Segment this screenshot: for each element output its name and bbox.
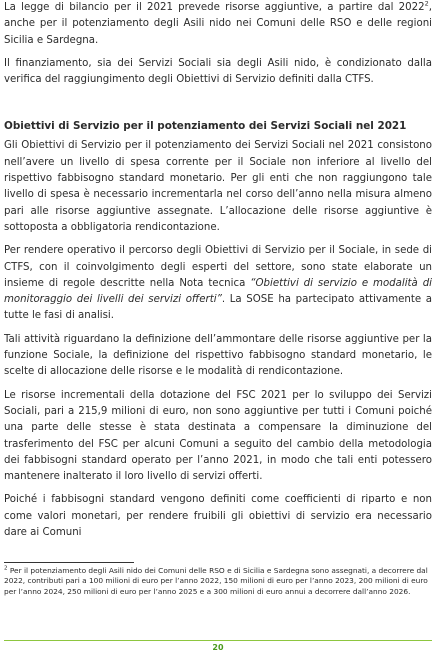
paragraph-activities: Tali attività riguardano la definizione dell’ammontare delle risorse aggiuntive per la funzione Sociale, la definizione del rispettivo fabbisogno standard monetario, le scelte di allocazione delle risorse e le modalità di rendicontazione. bbox=[4, 333, 432, 378]
section-heading: Obiettivi di Servizio per il potenziamento dei Servizi Sociali nel 2021 bbox=[4, 120, 407, 133]
technical-note-title: “Obiettivi di servizio e modalità di monitoraggio dei livelli dei servizi offerti” bbox=[4, 277, 432, 306]
paragraph-intro-tail: , anche per il potenziamento degli Asili nido nei Comuni delle RSO e delle regioni Sicilia e Sardegna. bbox=[4, 2, 432, 46]
footnote-number: 2 bbox=[4, 565, 8, 572]
page-number: 20 bbox=[212, 643, 224, 652]
paragraph-intro bbox=[4, 0, 432, 49]
footnote bbox=[4, 566, 432, 597]
paragraph-standard-needs: Poiché i fabbisogni standard vengono definiti come coefficienti di riparto e non come valori monetari, per rendere fruibili gli obiettivi di servizio era necessario dare ai Comuni bbox=[4, 494, 432, 539]
section-gap bbox=[4, 88, 432, 118]
paragraph-intro-text: La legge di bilancio per il 2021 prevede risorse aggiuntive, a partire dal 2022 bbox=[4, 2, 425, 13]
paragraph-technical-note bbox=[4, 243, 432, 324]
paragraph-financing: Il finanziamento, sia dei Servizi Sociali sia degli Asili nido, è condizionato dalla verifica del raggiungimento degli Obiettivi di Servizio definiti dalla CTFS. bbox=[4, 57, 432, 86]
footnote-reference[interactable]: 2 bbox=[424, 0, 429, 8]
footnote-text: Per il potenziamento degli Asili nido dei Comuni delle RSO e di Sicilia e Sardegna sono assegnati, a decorrere dal 2022, contributi pari a 100 milioni di euro per l’anno 2022, 150 milioni di euro per l’anno 2023, 200 milioni di euro per l’anno 2024, 250 milioni di euro per l’anno 2025 e a 300 milioni di euro annui a decorrere dall’anno 2026. bbox=[4, 566, 428, 596]
footer-divider bbox=[4, 640, 432, 641]
paragraph-technical-note-tail: . La SOSE ha partecipato attivamente a tutte le fasi di analisi. bbox=[4, 294, 432, 322]
paragraph-fsc-resources: Le risorse incrementali della dotazione del FSC 2021 per lo sviluppo dei Servizi Sociali, pari a 215,9 milioni di euro, non sono aggiuntive per tutti i Comuni poiché una parte delle stesse è stata destinata a compensare la diminuzione del trasferimento del FSC per alcuni Comuni a seguito del cambio della metodologia dei fabbisogni standard operato per l’anno 2021, in modo che tali enti potessero mantenere inalterato il loro livello di servizi offerti. bbox=[4, 389, 432, 483]
paragraph-technical-note-text: Per rendere operativo il percorso degli Obiettivi di Servizio per il Sociale, in sede di CTFS, con il coinvolgimento degli esperti del settore, sono state elaborate un insieme di regole descritte nella Nota tecnica bbox=[4, 245, 432, 289]
footnote-divider bbox=[4, 562, 134, 563]
paragraph-objectives: Gli Obiettivi di Servizio per il potenziamento dei Servizi Sociali nel 2021 consistono nell’avere un livello di spesa corrente per il Sociale non inferiore al livello del rispettivo fabbisogno standard monetario. Per gli enti che non raggiungono tale livello di spesa è necessario incrementarla nel corso dell’anno nella misura almeno pari alle risorse aggiuntive assegnate. L’allocazione delle risorse aggiuntive è sottoposta a obbligatoria rendicontazione. bbox=[4, 140, 432, 233]
body-text bbox=[4, 0, 432, 541]
